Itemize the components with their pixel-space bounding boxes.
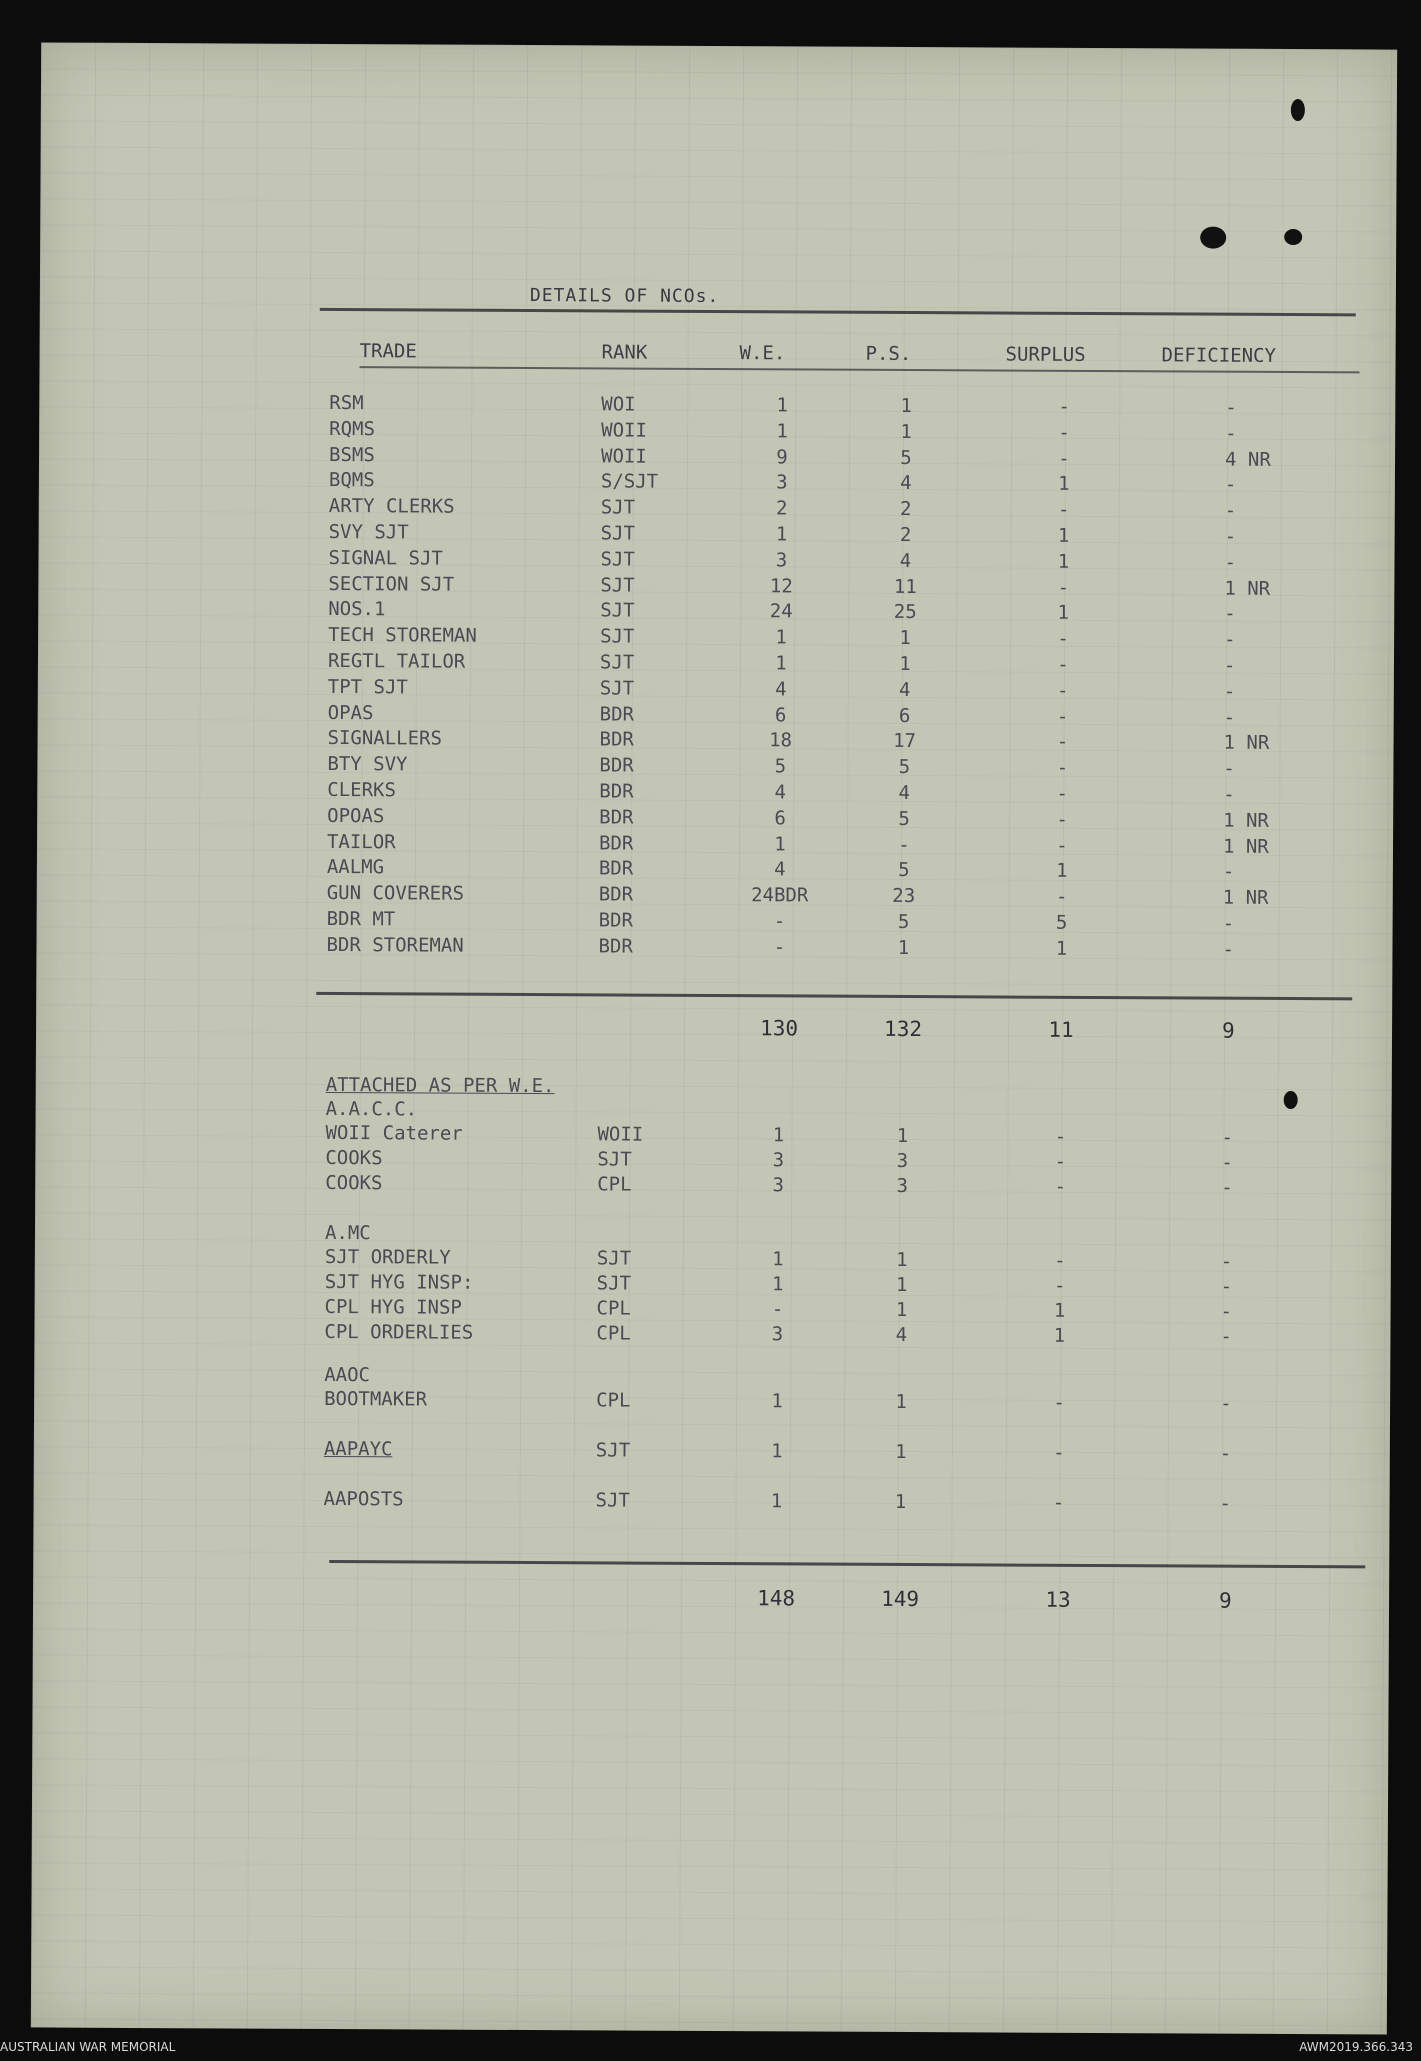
archive-label: AUSTRALIAN WAR MEMORIAL [0, 2040, 176, 2054]
cell-ps: 1 [899, 627, 911, 650]
cell-trade: COOKS [325, 1146, 383, 1170]
cell-trade: WOII Caterer [325, 1121, 463, 1145]
cell-rank: SJT [599, 651, 635, 674]
cell-rank: BDR [598, 857, 634, 880]
cell-rank: BDR [599, 780, 634, 803]
cell-we: - [773, 936, 786, 959]
cell-ps: 4 [895, 1323, 908, 1347]
subtotal-we: 130 [760, 1016, 799, 1041]
cell-ps: 4 [899, 549, 912, 572]
cell-rank: BDR [598, 883, 634, 906]
cell-we: 1 [771, 1390, 783, 1413]
cell-deficiency: - [1225, 422, 1237, 445]
cell-ps: 1 [895, 1390, 907, 1414]
total-row [33, 1582, 1389, 1614]
cell-trade: CLERKS [327, 778, 396, 802]
cell-surplus: - [1056, 756, 1069, 780]
cell-surplus: - [1054, 1175, 1067, 1198]
cell-deficiency: - [1221, 1176, 1233, 1199]
cell-deficiency: - [1225, 396, 1237, 419]
cell-surplus: - [1058, 447, 1070, 470]
cell-trade: OPAS [327, 701, 374, 724]
cell-surplus: 1 [1057, 524, 1070, 547]
aapayc-row [34, 1436, 1390, 1468]
cell-trade: ARTY CLERKS [328, 495, 455, 518]
cell-ps: 2 [899, 523, 912, 547]
cell-we: 1 [772, 1248, 784, 1271]
cell-ps: 4 [900, 472, 912, 495]
cell-surplus: 1 [1056, 860, 1068, 883]
cell-ps: 1 [895, 1273, 908, 1297]
cell-we: 3 [771, 1323, 784, 1346]
cell-deficiency: 1 NR [1222, 835, 1269, 858]
cell-ps: 25 [893, 601, 917, 624]
cell-rank: WOII [600, 444, 647, 468]
cell-deficiency: - [1224, 499, 1237, 522]
cell-rank: SJT [596, 1247, 632, 1270]
cell-ps: 5 [900, 446, 912, 469]
cell-rank: SJT [599, 677, 635, 700]
cell-surplus: - [1057, 653, 1069, 676]
cell-trade: AAPAYC [323, 1437, 393, 1461]
cell-we: 6 [774, 703, 787, 726]
cell-surplus: - [1056, 808, 1068, 831]
cell-rank: BDR [599, 806, 634, 829]
cell-surplus: - [1058, 395, 1071, 418]
cell-trade: SVY SJT [328, 520, 409, 544]
aaposts-row [34, 1486, 1390, 1518]
cell-ps: 5 [898, 859, 910, 882]
cell-we: 4 [774, 858, 786, 881]
cell-deficiency: - [1220, 1300, 1233, 1323]
cell-we: 1 [770, 1490, 783, 1513]
cell-rank: S/SJT [600, 470, 659, 494]
cell-surplus: - [1056, 705, 1069, 728]
cell-rank: WOI [601, 393, 636, 416]
cell-we: - [771, 1298, 784, 1321]
col-trade: TRADE [359, 340, 417, 363]
cell-deficiency: 1 NR [1222, 886, 1269, 910]
col-surplus: SURPLUS [1005, 343, 1086, 366]
cell-deficiency: - [1222, 912, 1235, 935]
cell-surplus: 5 [1055, 911, 1068, 934]
cell-rank: SJT [600, 548, 635, 571]
cell-surplus: 1 [1057, 602, 1070, 625]
total-surplus: 13 [1045, 1587, 1071, 1612]
cell-trade: SIGNAL SJT [328, 546, 443, 570]
page-title: DETAILS OF NCOs. [529, 285, 720, 308]
cell-we: 1 [776, 394, 789, 417]
cell-surplus: - [1057, 498, 1070, 522]
cell-trade: RQMS [329, 417, 376, 441]
cell-surplus: - [1056, 782, 1069, 805]
cell-we: 1 [772, 1124, 785, 1147]
cell-deficiency: - [1220, 1392, 1232, 1415]
col-ps: P.S. [865, 342, 912, 366]
cell-ps: 23 [892, 885, 916, 908]
cell-deficiency: - [1223, 757, 1235, 780]
cell-trade: RSM [329, 391, 364, 415]
cell-we: 1 [775, 652, 787, 675]
cell-deficiency: 1 NR [1224, 577, 1271, 600]
cell-ps: 1 [894, 1490, 907, 1514]
subtotal-surplus: 11 [1048, 1017, 1074, 1042]
cell-trade: TPT SJT [327, 675, 408, 699]
archive-reference: AWM2019.366.343 [1299, 2040, 1413, 2054]
cell-rank: SJT [600, 625, 635, 648]
cell-we: 3 [775, 549, 788, 572]
cell-ps: 1 [895, 1440, 907, 1464]
cell-surplus: - [1057, 627, 1069, 651]
subtotal-rule [316, 992, 1352, 1000]
cell-ps: 1 [900, 420, 912, 443]
cell-ps: 5 [897, 910, 910, 934]
cell-trade: SECTION SJT [328, 572, 455, 596]
cell-rank: SJT [600, 522, 636, 545]
cell-trade: BDR MT [326, 907, 396, 931]
cell-deficiency: - [1224, 628, 1236, 651]
cell-we: - [773, 910, 786, 933]
total-rule [329, 1560, 1365, 1568]
cell-rank: CPL [596, 1297, 631, 1320]
cell-deficiency: - [1224, 525, 1237, 548]
cell-deficiency: - [1221, 1151, 1233, 1174]
cell-we: 24BDR [751, 884, 809, 907]
cell-rank: BDR [599, 702, 635, 726]
cell-deficiency: - [1224, 474, 1237, 497]
cell-surplus: - [1054, 1125, 1067, 1148]
cell-rank: BDR [598, 831, 634, 855]
cell-trade: BDR STOREMAN [326, 933, 464, 957]
cell-we: 1 [776, 420, 788, 443]
cell-we: 4 [775, 678, 787, 701]
attached-title: ATTACHED AS PER W.E. [325, 1073, 555, 1098]
cell-trade: GUN COVERERS [326, 882, 465, 905]
cell-ps: - [898, 833, 910, 856]
cell-deficiency: - [1222, 861, 1235, 884]
cell-ps: 3 [896, 1174, 909, 1198]
cell-ps: 11 [893, 575, 917, 598]
cell-rank: WOII [601, 419, 648, 442]
cell-trade: BOOTMAKER [324, 1387, 428, 1411]
cell-rank: WOII [597, 1123, 644, 1146]
cell-trade: AAPOSTS [323, 1487, 404, 1511]
cell-trade: OPOAS [327, 804, 385, 828]
cell-rank: SJT [600, 573, 635, 597]
cell-ps: 1 [900, 394, 913, 418]
cell-deficiency: - [1223, 654, 1236, 677]
total-we: 148 [757, 1586, 796, 1611]
cell-rank: BDR [599, 754, 634, 777]
punch-hole [1284, 229, 1302, 245]
cell-rank: CPL [597, 1173, 632, 1196]
cell-rank: SJT [600, 496, 636, 519]
cell-surplus: - [1056, 731, 1069, 754]
punch-hole [1291, 99, 1305, 121]
cell-we: 24 [769, 600, 793, 623]
cell-we: 3 [772, 1149, 785, 1172]
cell-surplus: 1 [1058, 473, 1070, 496]
cell-trade: TECH STOREMAN [328, 624, 477, 647]
punch-hole [1200, 227, 1226, 249]
cell-we: 2 [775, 497, 788, 520]
cell-we: 1 [771, 1273, 784, 1296]
column-header-row [40, 338, 1396, 370]
cell-trade: TAILOR [326, 830, 396, 853]
cell-deficiency: - [1219, 1492, 1232, 1515]
cell-trade: SJT HYG INSP: [324, 1270, 474, 1294]
header-rule [320, 308, 1356, 316]
subtotal-ps: 132 [884, 1016, 923, 1042]
cell-rank: SJT [595, 1489, 630, 1512]
cell-deficiency: - [1224, 551, 1237, 574]
cell-surplus: - [1053, 1391, 1065, 1414]
cell-we: 3 [776, 471, 788, 494]
cell-ps: 1 [899, 652, 911, 676]
subtotal-deficiency: 9 [1221, 1018, 1235, 1043]
cell-we: 1 [775, 626, 787, 649]
cell-trade: BSMS [328, 443, 375, 466]
cell-surplus: 1 [1055, 937, 1068, 960]
cell-rank: SJT [600, 599, 635, 622]
cell-trade: REGTL TAILOR [327, 649, 466, 673]
cell-surplus: 1 [1057, 550, 1070, 573]
cell-ps: 4 [899, 678, 911, 701]
aaoc-title: AAOC [324, 1363, 371, 1387]
cell-ps: 2 [899, 498, 912, 521]
cell-ps: 1 [896, 1124, 909, 1148]
subtotal-row [36, 1012, 1392, 1044]
cell-rank: SJT [596, 1272, 632, 1295]
cell-deficiency: - [1223, 680, 1236, 703]
cell-surplus: - [1052, 1491, 1065, 1514]
cell-surplus: 1 [1053, 1299, 1066, 1322]
cell-deficiency: - [1221, 1126, 1233, 1149]
bleed-through-header [190, 161, 1270, 255]
cell-ps: 6 [898, 704, 911, 727]
cell-ps: 1 [897, 936, 910, 959]
cell-surplus: 1 [1053, 1324, 1066, 1347]
cell-rank: SJT [597, 1148, 632, 1171]
cell-surplus: - [1056, 834, 1068, 857]
cell-we: 3 [772, 1174, 785, 1197]
cell-surplus: - [1057, 679, 1069, 702]
cell-trade: SIGNALLERS [327, 727, 443, 750]
cell-deficiency: - [1223, 783, 1235, 806]
cell-deficiency: - [1220, 1325, 1232, 1348]
cell-ps: 3 [896, 1149, 909, 1173]
cell-trade: NOS.1 [328, 598, 386, 621]
cell-rank: CPL [596, 1389, 631, 1412]
cell-deficiency: - [1219, 1442, 1232, 1465]
cell-ps: 4 [898, 781, 911, 805]
cell-we: 5 [774, 755, 787, 778]
cell-ps: 1 [895, 1298, 908, 1322]
punch-hole [1284, 1091, 1298, 1109]
cell-we: 6 [774, 807, 786, 830]
cell-surplus: - [1053, 1274, 1066, 1297]
cell-deficiency: 4 NR [1224, 448, 1271, 471]
cell-deficiency: - [1220, 1250, 1233, 1273]
cell-ps: 5 [898, 807, 910, 830]
cell-surplus: - [1054, 1150, 1067, 1173]
cell-we: 1 [775, 523, 788, 546]
cell-surplus: - [1057, 576, 1070, 599]
cell-rank: CPL [596, 1322, 631, 1345]
cell-rank: SJT [595, 1439, 631, 1462]
cell-trade: BTY SVY [327, 753, 408, 776]
cell-ps: 5 [898, 756, 911, 779]
cell-rank: BDR [598, 909, 634, 932]
cell-we: 18 [769, 729, 793, 752]
cell-trade: CPL HYG INSP [324, 1295, 462, 1319]
cell-trade: SJT ORDERLY [324, 1245, 451, 1269]
cell-we: 12 [769, 574, 793, 598]
aamc-title: A.MC [324, 1221, 371, 1245]
cell-trade: CPL ORDERLIES [324, 1320, 474, 1344]
cell-deficiency: - [1220, 1275, 1233, 1298]
cell-ps: 1 [896, 1248, 908, 1272]
cell-trade: COOKS [325, 1171, 383, 1195]
cell-deficiency: - [1222, 938, 1234, 961]
total-deficiency: 9 [1219, 1588, 1232, 1613]
aacc-title: A.A.C.C. [325, 1097, 418, 1121]
document-page [31, 42, 1397, 2034]
cell-trade: BQMS [328, 469, 375, 492]
cell-surplus: - [1055, 885, 1068, 909]
cell-we: 9 [776, 445, 788, 468]
cell-trade: AALMG [326, 856, 385, 879]
cell-ps: 17 [893, 730, 917, 753]
col-rank: RANK [601, 341, 648, 364]
cell-surplus: - [1058, 421, 1070, 444]
cell-rank: BDR [599, 728, 634, 751]
cell-we: 1 [771, 1440, 783, 1463]
col-we: W.E. [739, 342, 786, 365]
cell-deficiency: 1 NR [1223, 809, 1269, 832]
cell-we: 4 [774, 781, 787, 804]
cell-deficiency: - [1224, 603, 1236, 626]
cell-we: 1 [774, 832, 786, 855]
total-ps: 149 [881, 1586, 920, 1612]
cell-deficiency: - [1223, 706, 1236, 729]
cell-rank: BDR [598, 935, 633, 958]
cell-deficiency: 1 NR [1223, 732, 1270, 755]
cell-surplus: - [1053, 1441, 1065, 1464]
cell-surplus: - [1054, 1249, 1066, 1272]
col-deficiency: DEFICIENCY [1161, 344, 1277, 367]
